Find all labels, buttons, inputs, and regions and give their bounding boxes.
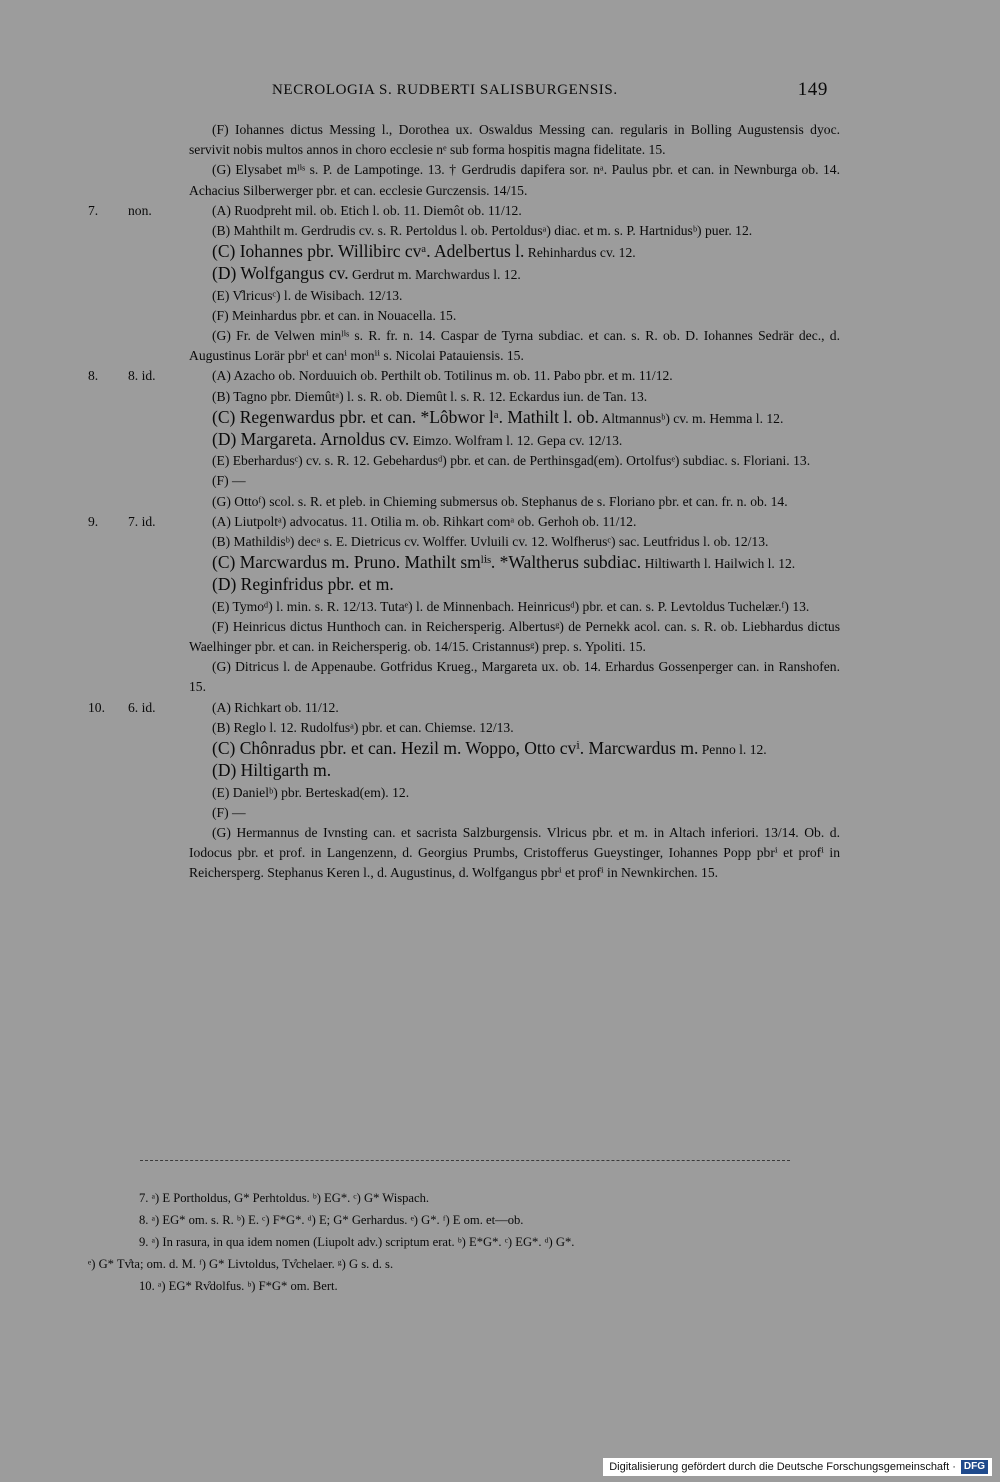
day-number: 9.	[88, 513, 99, 529]
entry-line	[88, 241, 840, 263]
entry-line: (B) Reglo l. 12. Rudolfusᵃ) pbr. et can. Chiemse. 12/13.	[212, 719, 514, 735]
large-names: (C) Marcwardus m. Pruno. Mathilt smˡⁱˢ. *Waltherus subdiac.	[212, 552, 642, 573]
small-names: Penno l. 12.	[701, 742, 767, 758]
entry-line: (B) Mathildisᵇ) decᵃ s. E. Dietricus cv. Wolffer. Uvluili cv. 12. Wolfherusᶜ) sac. Leutfridus l. ob. 12/13.	[212, 534, 769, 550]
entry-line	[88, 552, 840, 574]
roman-date: 7. id.	[128, 513, 156, 529]
entry-line	[88, 429, 840, 451]
day-entry-10	[88, 698, 840, 884]
funding-credit	[603, 1458, 992, 1476]
credit-text: Digitalisierung gefördert durch die Deutsche Forschungsgemeinschaft ·	[609, 1461, 956, 1473]
entry-line: (G) Ottoᶠ) scol. s. R. et pleb. in Chieming submersus ob. Stephanus de s. Floriano pbr. et can. fr. n. ob. 14.	[212, 493, 788, 509]
entry-line: (G) Elysabet mˡⁱˢ s. P. de Lampotinge. 13. † Gerdrudis dapifera sor. nᵃ. Paulus pbr. et can. in Newnburga ob. 14. Achacius Silberwerger pbr. et can. ecclesie Gurczensis. 14/15.	[189, 162, 840, 198]
day-entry-7	[88, 201, 840, 367]
entry-line	[88, 738, 840, 760]
running-header	[0, 79, 1000, 106]
necrology-text	[88, 120, 840, 884]
day-number: 8.	[88, 368, 99, 384]
large-names: (C) Chônradus pbr. et can. Hezil m. Woppo, Otto cvⁱ. Marcwardus m.	[212, 738, 699, 759]
entry-line: (G) Fr. de Velwen minˡⁱˢ s. R. fr. n. 14. Caspar de Tyrna subdiac. et can. s. R. ob. D. Iohannes Sedrär dec., d. Augustinus Lorär pbrⁱ et canⁱ monⁱⁱ s. Nicolai Patauiensis. 15.	[189, 328, 840, 364]
small-names: Eimzo. Wolfram l. 12. Gepa cv. 12/13.	[412, 433, 623, 449]
entry-line: (F) —	[212, 473, 246, 489]
large-names: (C) Iohannes pbr. Willibirc cvᵃ. Adelbertus l.	[212, 241, 525, 262]
entry-line: (E) Eberhardusᶜ) cv. s. R. 12. Gebehardusᵈ) pbr. et can. de Perthinsgad(em). Ortolfusᵉ) subdiac. s. Floriani. 13.	[212, 453, 811, 469]
small-names: Hiltiwarth l. Hailwich l. 12.	[644, 556, 796, 572]
footnote-separator	[140, 1160, 790, 1161]
entry-line: (F) —	[212, 804, 246, 820]
entry-line: (E) Danielᵇ) pbr. Berteskad(em). 12.	[212, 784, 410, 800]
day-entry-9	[88, 512, 840, 698]
footnotes	[88, 1187, 840, 1297]
entry-line	[88, 263, 840, 285]
footnote-line: 10. ᵃ) EG* Rv̊dolfus. ᵇ) F*G* om. Bert.	[139, 1279, 338, 1293]
small-names: Gerdrut m. Marchwardus l. 12.	[352, 267, 521, 283]
footnote-line: 7. ᵃ) E Portholdus, G* Perhtoldus. ᵇ) EG*. ᶜ) G* Wispach.	[139, 1191, 430, 1205]
entry-line: (F) Heinricus dictus Hunthoch can. in Reichersperig. Albertusᵍ) de Pernekk acol. can. s. R. ob. Liebhardus dictus Waelhinger pbr. et can. in Reichersperig. ob. 14/15. Cristannusᵍ) prep. s. Ypoliti. 15.	[189, 618, 840, 655]
day-number: 7.	[88, 202, 99, 218]
entry-line: (E) Tymoᵈ) l. min. s. R. 12/13. Tutaᵉ) l. de Minnenbach. Heinricusᵈ) pbr. et can. s. P. Levtoldus Tuchelær.ᶠ) 13.	[212, 598, 810, 614]
entry-line: (A) Richkart ob. 11/12.	[212, 699, 339, 715]
entry-line: (F) Meinhardus pbr. et can. in Nouacella. 15.	[212, 307, 457, 323]
entry-line: (B) Tagno pbr. Diemûtᵃ) l. s. R. ob. Diemût l. s. R. 12. Eckardus iun. de Tan. 13.	[212, 388, 648, 404]
large-names: (C) Regenwardus pbr. et can. *Lôbwor lᵃ. Mathilt l. ob.	[212, 406, 599, 427]
large-names: (D) Wolfgangus cv.	[212, 263, 349, 284]
roman-date: non.	[128, 202, 152, 218]
footnote-line: ᵉ) G* Tv̊ta; om. d. M. ᶠ) G* Livtoldus, Tv̊chelaer. ᵍ) G s. d. s.	[88, 1257, 394, 1271]
entry-line: (E) V̊lricusᶜ) l. de Wisibach. 12/13.	[212, 287, 403, 303]
large-names: (D) Margareta. Arnoldus cv.	[212, 429, 410, 450]
entry-line	[88, 407, 840, 429]
entry-line: (A) Ruodpreht mil. ob. Etich l. ob. 11. Diemôt ob. 11/12.	[212, 202, 522, 218]
entry-line: (B) Mahthilt m. Gerdrudis cv. s. R. Pertoldus l. ob. Pertoldusᵃ) diac. et m. s. P. Hartnidusᵇ) puer. 12.	[212, 223, 753, 239]
large-names: (D) Hiltigarth m.	[212, 760, 332, 781]
entry-line	[88, 574, 840, 596]
page-header-title: NECROLOGIA S. RUDBERTI SALISBURGENSIS.	[272, 82, 618, 98]
roman-date: 6. id.	[128, 699, 156, 715]
small-names: Altmannusᵇ) cv. m. Hemma l. 12.	[601, 410, 784, 426]
page-number: 149	[797, 79, 828, 100]
small-names: Rehinhardus cv. 12.	[527, 245, 636, 261]
large-names: (D) Reginfridus pbr. et m.	[212, 574, 394, 595]
day-entry-8	[88, 366, 840, 511]
entry-line: (G) Ditricus l. de Appenaube. Gotfridus Krueg., Margareta ux. ob. 14. Erhardus Gossenperger can. in Ranshofen. 15.	[189, 659, 840, 695]
footnote-line: 8. ᵃ) EG* om. s. R. ᵇ) E. ᶜ) F*G*. ᵈ) E; G* Gerhardus. ᵉ) G*. ᶠ) E om. et—ob.	[139, 1213, 524, 1227]
entry-line: (A) Liutpoltᵃ) advocatus. 11. Otilia m. ob. Rihkart comᵃ ob. Gerhoh ob. 11/12.	[212, 513, 637, 529]
roman-date: 8. id.	[128, 368, 156, 384]
entry-line: (G) Hermannus de Ivnsting can. et sacrista Salzburgensis. Vlricus pbr. et m. in Altach inferiori. 13/14. Ob. d. Iodocus pbr. et prof. in Langenzenn, d. Georgius Prumbs, Cristofferus Gueystinger, Iohannes Popp pbrⁱ et profⁱ in Reichersperg. Stephanus Keren l., d. Augustinus, d. Wolfgangus pbrⁱ et profⁱ in Newnkirchen. 15.	[189, 824, 840, 881]
entry-line: (F) Iohannes dictus Messing l., Dorothea ux. Oswaldus Messing can. regularis in Bolling Augustensis dyoc. servivit nobis multos annos in choro ecclesie nᵉ sub forma hospitis magna fidelitate. 15.	[189, 122, 840, 158]
dfg-logo-icon: DFG	[961, 1460, 988, 1474]
entry-line: (A) Azacho ob. Norduuich ob. Perthilt ob. Totilinus m. ob. 11. Pabo pbr. et m. 11/12.	[212, 368, 673, 384]
entry-line	[88, 760, 840, 782]
day-number: 10.	[88, 699, 105, 715]
footnote-line: 9. ᵃ) In rasura, in qua idem nomen (Liupolt adv.) scriptum erat. ᵇ) E*G*. ᶜ) EG*. ᵈ) G*.	[139, 1235, 575, 1249]
